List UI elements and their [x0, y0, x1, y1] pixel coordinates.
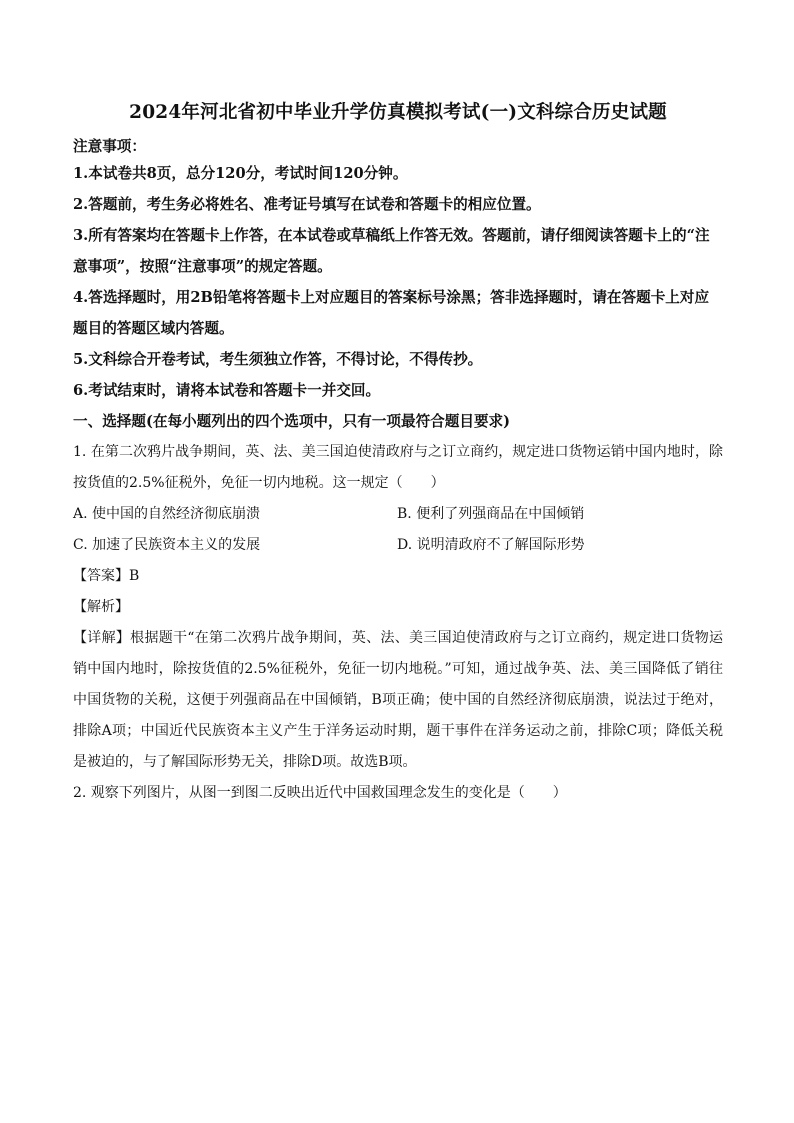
detail-text: 根据题干“在第二次鸦片战争期间，英、法、美三国迫使清政府与之订立商约，规定进口货物运销中国内地时，除按货值的2.5%征税外，免征一切内地税。”可知，通过战争英、法、美三国降低了销往中国货物的关税，这便于列强商品在中国倾销，B项正确；使中国的自然经济彻底崩溃，说法过于绝对，排除A项；中国近代民族资本主义产生于洋务运动时期，题干事件在洋务运动之前，排除C项；降低关税是被迫的，与了解国际形势无关，排除D项。故选B项。 — [73, 630, 724, 770]
analysis-tag: 【解析】 — [73, 599, 129, 615]
answer-value: B — [129, 568, 140, 584]
notice-item-5: 5.文科综合开卷考试，考生须独立作答，不得讨论，不得传抄。 — [73, 351, 483, 368]
notice-item-3: 3.所有答案均在答题卡上作答，在本试卷或草稿纸上作答无效。答题前，请仔细阅读答题卡上的“注意事项”，按照“注意事项”的规定答题。 — [73, 227, 710, 275]
option-b: B. 便利了列强商品在中国倾销 — [397, 506, 585, 522]
answer-line — [73, 561, 723, 592]
notice-item-1: 1.本试卷共8页，总分120分，考试时间120分钟。 — [73, 165, 408, 182]
answer-tag: 【答案】 — [73, 568, 129, 584]
notice-item-4: 4.答选择题时，用2B铅笔将答题卡上对应题目的答案标号涂黑；答非选择题时，请在答题卡上对应题目的答题区域内答题。 — [73, 289, 710, 337]
detail-paragraph — [73, 623, 723, 778]
option-d: D. 说明清政府不了解国际形势 — [397, 537, 585, 553]
option-c: C. 加速了民族资本主义的发展 — [73, 537, 261, 553]
notice-item-6: 6.考试结束时，请将本试卷和答题卡一并交回。 — [73, 382, 381, 399]
question-2-stem: 2. 观察下列图片，从图一到图二反映出近代中国救国理念发生的变化是（ ） — [73, 785, 567, 801]
page-content — [73, 100, 723, 809]
section-heading: 一、选择题(在每小题列出的四个选项中，只有一项最符合题目要求) — [73, 413, 511, 430]
option-a: A. 使中国的自然经济彻底崩溃 — [73, 506, 261, 522]
question-1-options — [73, 499, 723, 561]
notice-item-2: 2.答题前，考生务必将姓名、准考证号填写在试卷和答题卡的相应位置。 — [73, 196, 541, 213]
question-1-stem: 1. 在第二次鸦片战争期间，英、法、美三国迫使清政府与之订立商约，规定进口货物运销中国内地时，除按货值的2.5%征税外，免征一切内地税。这一规定（ ） — [73, 444, 723, 491]
detail-tag: 【详解】 — [73, 630, 131, 646]
notice-heading: 注意事项： — [73, 138, 146, 155]
document-title: 2024年河北省初中毕业升学仿真模拟考试(一)文科综合历史试题 — [129, 102, 667, 123]
